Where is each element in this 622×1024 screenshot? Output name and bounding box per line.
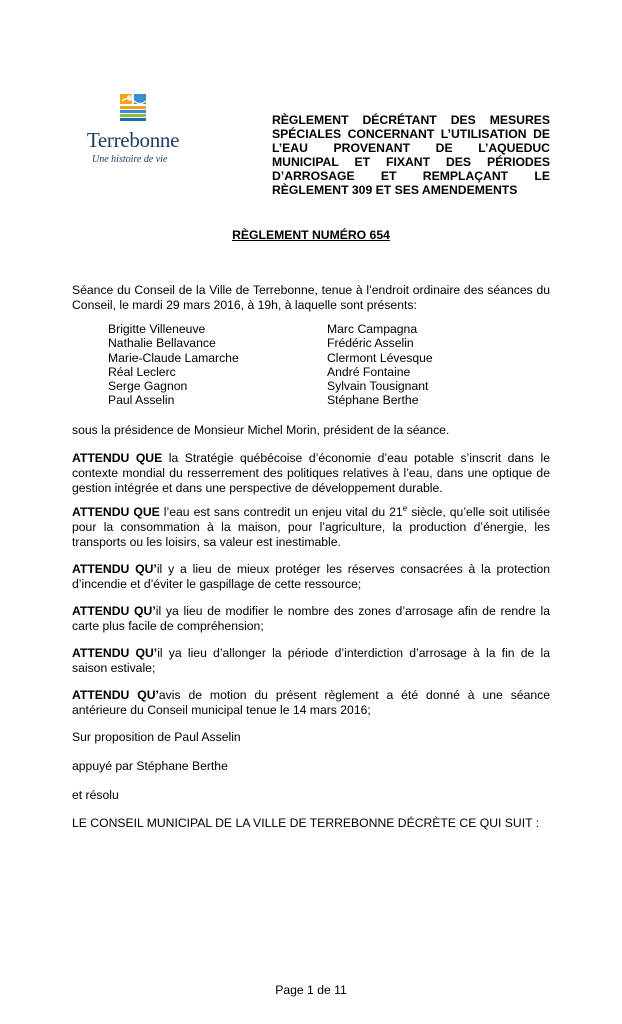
member-name: Stéphane Berthe xyxy=(327,393,419,408)
attendu-lead: ATTENDU QU’ xyxy=(72,646,158,660)
attendu-text: l’eau est sans contredit un enjeu vital du 21 xyxy=(159,505,403,519)
member-name: Frédéric Asselin xyxy=(327,336,414,351)
attendu-lead: ATTENDU QU’ xyxy=(72,604,156,618)
decree-line: LE CONSEIL MUNICIPAL DE LA VILLE DE TERREBONNE DÉCRÈTE CE QUI SUIT : xyxy=(72,816,540,830)
attendu-lead: ATTENDU QU’ xyxy=(72,562,157,576)
member-name: André Fontaine xyxy=(327,364,411,379)
member-name: Clermont Lévesque xyxy=(327,350,433,365)
members-column-left xyxy=(108,322,239,408)
superscript: e xyxy=(402,503,408,513)
member-name: Sylvain Tousignant xyxy=(327,379,429,394)
intro-paragraph: Séance du Conseil de la Ville de Terrebonne, tenue à l’endroit ordinaire des séances du Conseil, le mardi 29 mars 2016, à 19h, à laquelle sont présents: xyxy=(72,283,550,312)
attendu-paragraph-4 xyxy=(72,604,550,634)
presidency-paragraph: sous la présidence de Monsieur Michel Morin, président de la séance. xyxy=(72,423,450,437)
member-name: Brigitte Villeneuve xyxy=(108,322,206,336)
page-number: Page 1 de 11 xyxy=(275,983,347,997)
logo-wordmark: Terrebonne xyxy=(86,128,180,152)
member-name: Serge Gagnon xyxy=(108,379,188,394)
attendu-lead: ATTENDU QUE xyxy=(72,451,163,465)
member-name: Marc Campagna xyxy=(327,322,418,336)
attendu-text: il ya lieu d’allonger la période d’interdiction d’arrosage à la fin de la saison estivale; xyxy=(72,646,550,675)
attendu-text: avis de motion du présent règlement a été donné à une séance antérieure du Conseil municipal tenue le 14 mars 2016; xyxy=(72,688,551,717)
attendu-lead: ATTENDU QUE xyxy=(72,505,160,519)
logo-tagline: Une histoire de vie xyxy=(92,154,168,165)
regulation-number: RÈGLEMENT NUMÉRO 654 xyxy=(232,228,390,242)
attendu-text: il ya lieu de modifier le nombre des zones d’arrosage afin de rendre la carte plus facile de compréhension; xyxy=(72,604,551,633)
attendu-paragraph-2 xyxy=(72,505,550,550)
attendu-paragraph-5 xyxy=(72,646,550,676)
attendu-paragraph-6 xyxy=(72,688,550,718)
member-name: Paul Asselin xyxy=(108,393,175,408)
member-name: Réal Leclerc xyxy=(108,364,176,379)
member-name: Marie-Claude Lamarche xyxy=(108,350,239,365)
attendu-text: siècle, qu’elle soit utilisée pour la consommation à la maison, pour l’agriculture, la production d’énergie, les transports ou les loisirs, sa valeur est inestimable. xyxy=(72,505,550,549)
attendu-paragraph-3 xyxy=(72,562,550,592)
proposition-line: Sur proposition de Paul Asselin xyxy=(72,730,241,744)
attendu-paragraph-1 xyxy=(72,451,550,496)
seconded-line: appuyé par Stéphane Berthe xyxy=(72,759,228,773)
attendu-text: il y a lieu de mieux protéger les réserves consacrées à la protection d’incendie et d’éviter le gaspillage de cette ressource; xyxy=(72,562,550,591)
terrebonne-emblem-icon xyxy=(118,92,148,126)
attendu-lead: ATTENDU QU’ xyxy=(72,688,159,702)
terrebonne-logo xyxy=(78,92,188,172)
member-name: Nathalie Bellavance xyxy=(108,336,216,351)
members-column-right xyxy=(327,322,433,408)
document-title: RÈGLEMENT DÉCRÉTANT DES MESURES SPÉCIALES CONCERNANT L’UTILISATION DE L’EAU PROVENANT DE L’AQUEDUC MUNICIPAL ET FIXANT DES PÉRIODES D’ARROSAGE ET REMPLAÇANT LE RÈGLEMENT 309 ET SES AMENDEMENTS xyxy=(272,113,550,197)
resolved-line: et résolu xyxy=(72,788,119,802)
attendu-text: la Stratégie québécoise d’économie d’eau potable s’inscrit dans le contexte mondial du resserrement des politiques relatives à l’eau, dans une optique de gestion intégrée et dans une perspective de développement durable. xyxy=(72,451,550,495)
